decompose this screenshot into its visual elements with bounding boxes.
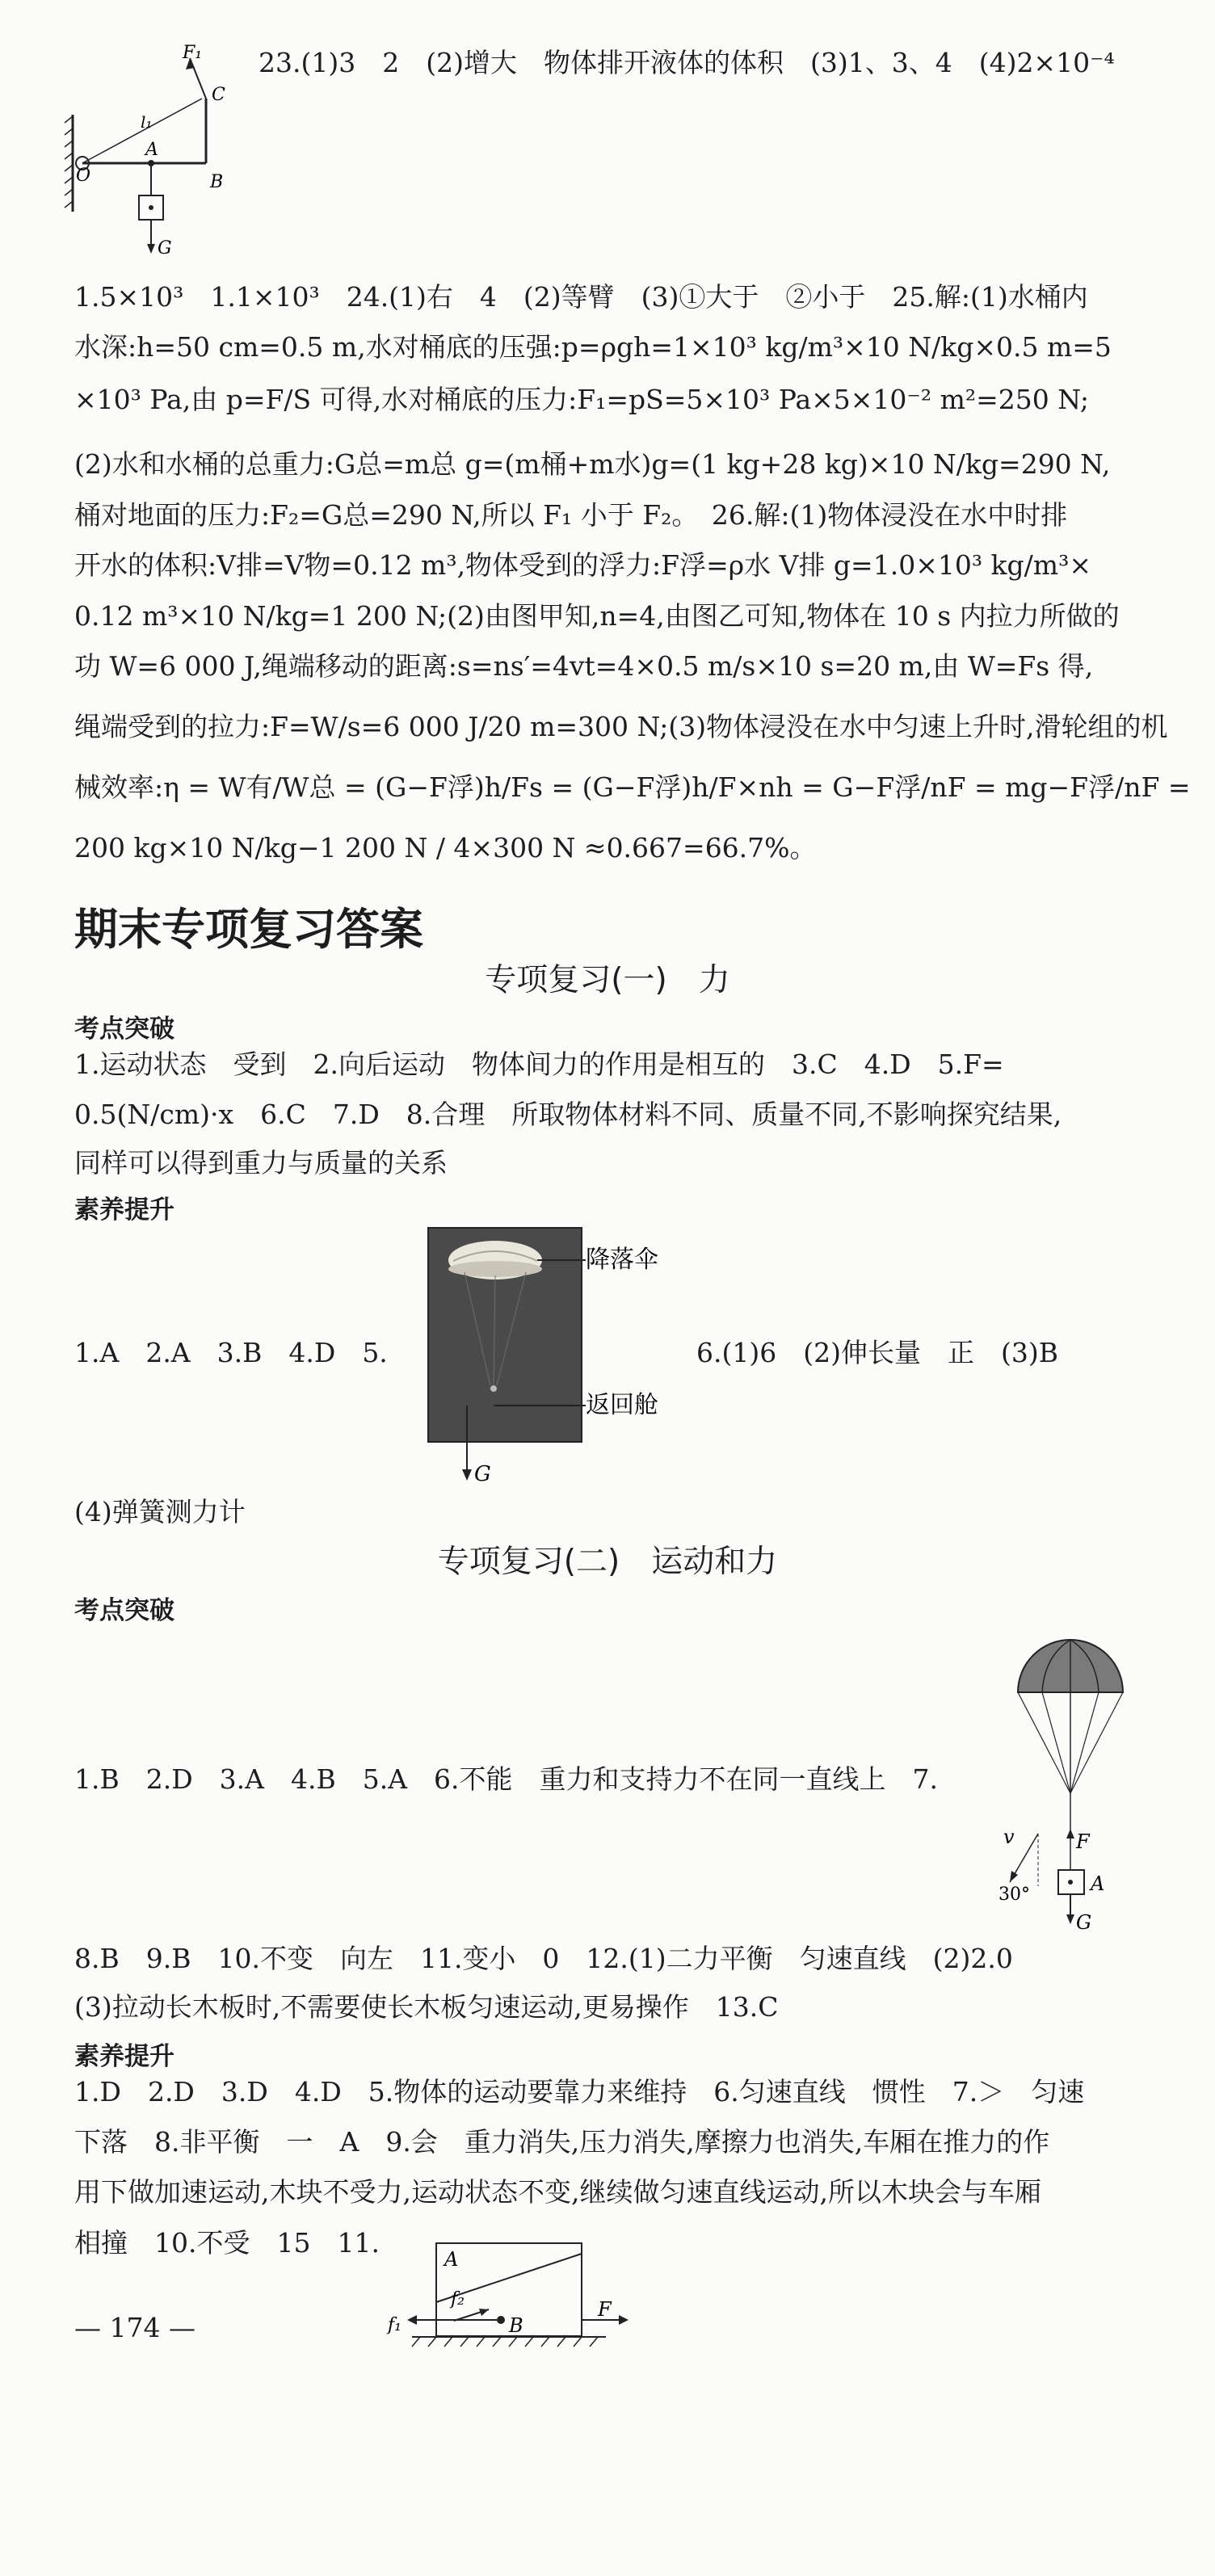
review-1-sub-improve: 素养提升 — [74, 1196, 174, 1225]
review-2-improve-q9-11: — 174 — — [74, 2312, 195, 2343]
review-1-improve-q6-cont: (4)弹簧测力计 — [74, 1496, 246, 1528]
lever-label-f1: F₁ — [183, 43, 203, 63]
lever-label-g: G — [158, 238, 172, 258]
lever-label-l1: l₁ — [141, 112, 153, 132]
section-title: 期末专项复习答案 — [74, 904, 423, 955]
review-2-improve-q9-b: 相撞 10.不受 15 11. — [74, 2227, 380, 2259]
block-label-a: A — [444, 2248, 459, 2271]
review-2-sub-improve: 素养提升 — [74, 2042, 174, 2071]
label-parachute: 降落伞 — [586, 1246, 658, 1274]
answer-26-result: 200 kg×10 N/kg−1 200 N / 4×300 N ≈0.667=66.7%。 — [74, 832, 817, 864]
lever-label-c: C — [212, 85, 225, 105]
answer-26-line3: 0.12 m³×10 N/kg=1 200 N;(2)由图甲知,n=4,由图乙可知,物体在 10 s 内拉力所做的 — [74, 600, 1120, 632]
review-1-q8-cont: 同样可以得到重力与质量的关系 — [74, 1147, 448, 1179]
lever-label-a: A — [145, 140, 158, 160]
force-label-a: A — [1091, 1872, 1105, 1895]
review-1-sub-breakthrough: 考点突破 — [74, 1015, 174, 1044]
lever-label-o: O — [76, 166, 91, 186]
parachute-photo-figure — [424, 1224, 731, 1498]
lever-diagram — [65, 43, 226, 260]
review-2-q8-12: 8.B 9.B 10.不变 向左 11.变小 0 12.(1)二力平衡 匀速直线 (2)2.0 — [74, 1943, 1013, 1974]
review-2-q12-13: (3)拉动长木板时,不需要使长木板匀速运动,更易操作 13.C — [74, 1991, 779, 2023]
answer-26-line5: 绳端受到的拉力:F=W/s=6 000 J/20 m=300 N;(3)物体浸没在水中匀速上升时,滑轮组的机 — [74, 711, 1168, 742]
blocks-force-diagram — [380, 2242, 646, 2367]
review-2-improve-q1-7: 1.D 2.D 3.D 4.D 5.物体的运动要靠力来维持 6.匀速直线 惯性 7.＞ 匀速 — [74, 2076, 1085, 2107]
review-1-q1-5: 1.运动状态 受到 2.向后运动 物体间力的作用是相互的 3.C 4.D 5.F= — [74, 1048, 1004, 1080]
block-label-f2: f₂ — [451, 2289, 465, 2309]
review-1-title: 专项复习(一) 力 — [485, 962, 730, 998]
block-label-f1: f₁ — [388, 2315, 401, 2335]
label-capsule: 返回舱 — [586, 1391, 658, 1419]
force-label-v: v — [1003, 1826, 1015, 1848]
review-2-sub-breakthrough: 考点突破 — [74, 1596, 174, 1625]
label-gravity: G — [474, 1462, 491, 1486]
answer-26-efficiency: 械效率:η = W有/W总 = (G−F浮)h/Fs = (G−F浮)h/F×nh = G−F浮/nF = mg−F浮/nF = — [74, 771, 1191, 803]
answer-24-25-line1: 1.5×10³ 1.1×10³ 24.(1)右 4 (2)等臂 (3)①大于 ②小于 25.解:(1)水桶内 — [74, 281, 1088, 313]
answer-26-line1: 桶对地面的压力:F₂=G总=290 N,所以 F₁ 小于 F₂。 26.解:(1)物体浸没在水中时排 — [74, 499, 1068, 531]
answer-25-line2: 水深:h=50 cm=0.5 m,水对桶底的压强:p=ρgh=1×10³ kg/m³×10 N/kg×0.5 m=5 — [74, 331, 1112, 363]
review-2-title: 专项复习(二) 运动和力 — [437, 1544, 778, 1580]
lever-label-b: B — [210, 172, 224, 192]
review-1-q5-8: 0.5(N/cm)·x 6.C 7.D 8.合理 所取物体材料不同、质量不同,不影响探究结果, — [74, 1099, 1062, 1130]
review-1-improve-q6: 6.(1)6 (2)伸长量 正 (3)B — [696, 1337, 1058, 1368]
answer-25-line3: ×10³ Pa,由 p=F/S 可得,水对桶底的压力:F₁=pS=5×10³ Pa×5×10⁻² m²=250 N; — [74, 384, 1090, 415]
answer-25-line4: (2)水和水桶的总重力:G总=m总 g=(m桶+m水)g=(1 kg+28 kg)×10 N/kg=290 N, — [74, 448, 1111, 480]
block-label-b: B — [509, 2314, 523, 2337]
answer-23: 23.(1)3 2 (2)增大 物体排开液体的体积 (3)1、3、4 (4)2×10⁻⁴ — [259, 47, 1115, 78]
force-label-angle: 30° — [998, 1885, 1030, 1905]
force-label-f: F — [1076, 1830, 1090, 1853]
block-label-f: F — [598, 2298, 612, 2321]
review-2-improve-q7-9: 下落 8.非平衡 一 A 9.会 重力消失,压力消失,摩擦力也消失,车厢在推力的作 — [74, 2126, 1050, 2158]
review-1-improve-q1-5: 1.A 2.A 3.B 4.D 5. — [74, 1337, 388, 1368]
review-2-improve-q9-a: 用下做加速运动,木块不受力,运动状态不变,继续做匀速直线运动,所以木块会与车厢 — [74, 2176, 1041, 2208]
review-2-q1-7: 1.B 2.D 3.A 4.B 5.A 6.不能 重力和支持力不在同一直线上 7. — [74, 1763, 939, 1795]
parachute-force-diagram — [994, 1624, 1139, 1934]
answer-26-line4: 功 W=6 000 J,绳端移动的距离:s=ns′=4vt=4×0.5 m/s×10 s=20 m,由 W=Fs 得, — [74, 650, 1094, 682]
force-label-g: G — [1076, 1911, 1092, 1934]
answer-26-line2: 开水的体积:V排=V物=0.12 m³,物体受到的浮力:F浮=ρ水 V排 g=1.0×10³ kg/m³× — [74, 549, 1091, 581]
